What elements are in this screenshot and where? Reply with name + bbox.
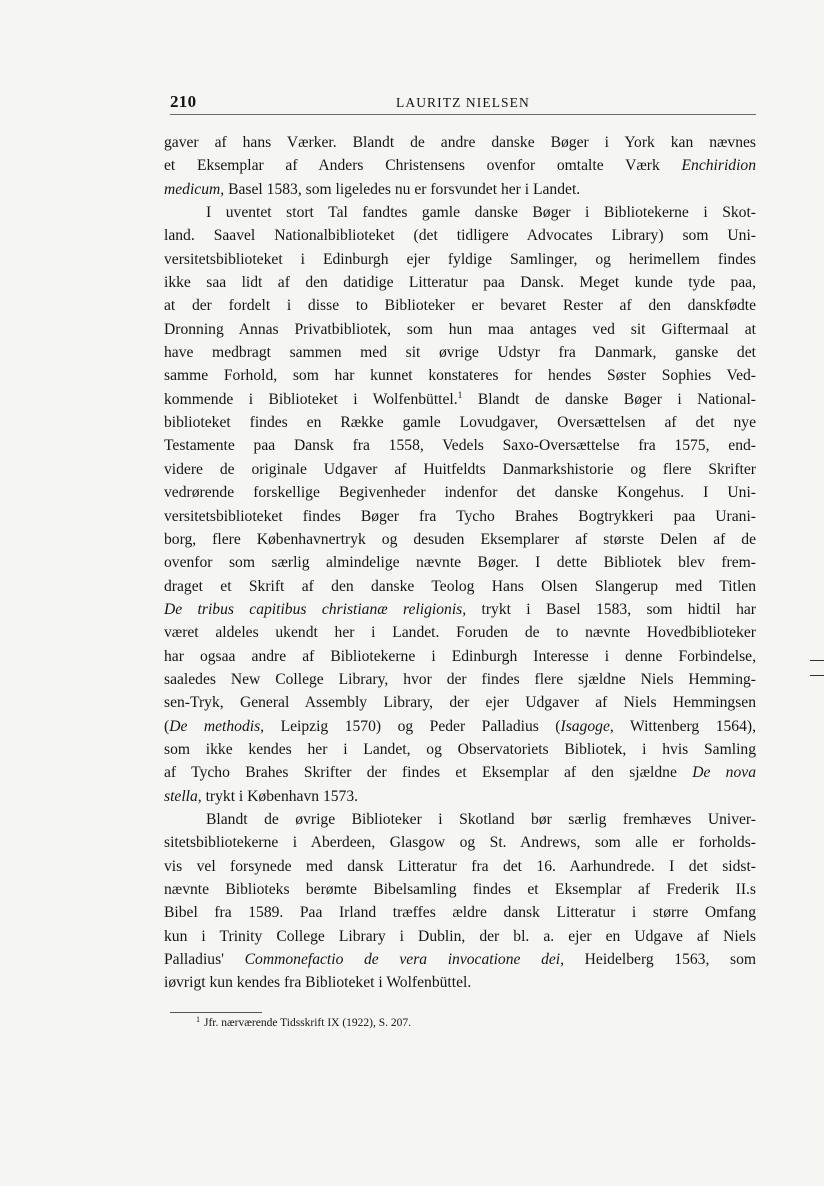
text-run: Dronning Annas Privatbibliotek, som hun maa antages ved sit Giftermaal at [164,320,756,338]
text-run: sitetsbibliotekerne i Aberdeen, Glasgow og St. Andrews, som alle er forholds- [164,834,756,852]
page-number: 210 [170,92,197,111]
footnote-mark: 1 [196,1015,200,1024]
text-line [164,411,756,434]
text-run: Palladius' [164,951,245,969]
text-line [164,131,756,154]
text-run: har ogsaa andre af Bibliotekerne i Edinburgh Interesse i denne Forbindelse, [164,647,756,665]
text-line [164,364,756,387]
text-line [164,808,756,831]
text-line [164,551,756,574]
text-run: nævnte Biblioteks berømte Bibelsamling findes et Eksemplar af Frederik II.s [164,881,756,898]
text-line [164,738,756,761]
text-run: Testamente paa Dansk fra 1558, Vedels Saxo-Oversættelse fra 1575, end- [164,437,756,455]
page-header [170,92,756,118]
italic-title: De nova [692,764,756,782]
text-line [164,575,756,598]
text-run: gaver af hans Værker. Blandt de andre danske Bøger i York kan nævnes [164,134,756,151]
text-run: trykt i Basel 1583, som hidtil har [466,600,756,618]
italic-title: stella, [164,787,202,805]
italic-title: De methodis, [169,717,265,735]
text-run: draget et Skrift af den danske Teolog Hans Olsen Slangerup med Titlen [164,577,756,595]
text-run: iøvrigt kun kendes fra Biblioteket i Wolfenbüttel. [164,974,472,992]
footnote [196,1014,411,1033]
body-text [164,131,756,995]
text-line [164,248,756,271]
text-line [164,785,756,808]
text-line [164,201,756,224]
text-line [164,271,756,294]
text-line [164,645,756,668]
footnote-reference: 1 [457,390,463,401]
text-run: Leipzig 1570) og Peder Palladius ( [264,717,561,735]
text-run: kommende i Biblioteket i Wolfenbüttel. [164,390,458,408]
text-line [164,715,756,738]
text-line [164,481,756,504]
text-run: land. Saavel Nationalbiblioteket (det tidligere Advocates Library) som Uni- [164,227,756,245]
text-run: Heidelberg 1563, som [564,951,756,969]
text-run: vedrørende forskellige Begivenheder indenfor det danske Kongehus. I Uni- [164,484,756,502]
text-line [164,528,756,551]
text-line [164,761,756,784]
text-line [164,855,756,878]
text-line [164,925,756,948]
running-title: LAURITZ NIELSEN [396,95,530,110]
text-run: ikke saa lidt af den datidige Litteratur paa Dansk. Meget kunde tyde paa, [164,274,756,292]
text-run: have medbragt sammen med sit øvrige Udstyr fra Danmark, ganske det [164,344,756,362]
text-run: at der fordelt i disse to Biblioteker er bevaret Rester af den danskfødte [164,297,756,315]
text-line [164,294,756,317]
text-run: Wittenberg 1564), [613,717,756,735]
text-line [164,878,756,901]
text-run: som ikke kendes her i Landet, og Observatoriets Bibliotek, i hvis Samling [164,740,756,758]
text-line [164,948,756,971]
text-line [164,901,756,924]
text-run: Blandt de danske Bøger i National- [462,390,757,408]
text-line [164,318,756,341]
text-run: kun i Trinity College Library i Dublin, der bl. a. ejer en Udgave af Niels [164,927,756,945]
footnote-rule [170,1012,262,1013]
text-run: været aldeles ukendt her i Landet. Foruden de to nævnte Hovedbiblioteker [164,624,756,642]
text-run: saaledes New College Library, hvor der findes flere sjældne Niels Hemming- [164,670,756,688]
text-run: I uventet stort Tal fandtes gamle danske Bøger i Bibliotekerne i Skot- [206,204,756,222]
text-run: Blandt de øvrige Biblioteker i Skotland bør særlig fremhæves Univer- [206,810,756,828]
text-line [164,154,756,177]
text-line [164,178,756,201]
scan-edge-mark [810,660,824,676]
text-line [164,224,756,247]
text-run: Bibel fra 1589. Paa Irland træffes ældre dansk Litteratur i større Omfang [164,904,756,922]
footnote-text: Jfr. nærværende Tidsskrift IX (1922), S. 207. [204,1017,412,1029]
text-line [164,388,756,411]
text-line [164,505,756,528]
text-run: borg, flere Københavnertryk og desuden Eksemplarer af største Delen af de [164,530,756,548]
text-line [164,341,756,364]
text-run: et Eksemplar af Anders Christensens ovenfor omtalte Værk [164,157,682,175]
text-run: videre de originale Udgaver af Huitfeldts Danmarkshistorie og flere Skrifter [164,460,756,478]
text-run: samme Forhold, som har kunnet konstateres for hendes Søster Sophies Ved- [164,367,756,385]
text-run: ( [164,717,170,735]
italic-title: De tribus capitibus christianæ religionis, [164,600,467,618]
italic-title: Isagoge, [560,717,614,735]
text-run: versitetsbiblioteket findes Bøger fra Tycho Brahes Bogtrykkeri paa Urani- [164,507,756,525]
text-line [164,831,756,854]
text-line [164,691,756,714]
text-run: versitetsbiblioteket i Edinburgh ejer fyldige Samlinger, og herimellem findes [164,250,756,268]
text-run: ovenfor som særlig almindelige nævnte Bøger. I dette Bibliotek blev frem- [164,554,756,572]
text-run: vis vel forsynede med dansk Litteratur fra det 16. Aarhundrede. I det sidst- [164,857,756,875]
text-run: Basel 1583, som ligeledes nu er forsvundet her i Landet. [224,180,581,198]
italic-title: Commonefactio de vera invocatione dei, [244,951,565,969]
text-line [164,971,756,994]
text-line [164,621,756,644]
italic-title: medicum, [164,180,225,198]
text-run: trykt i København 1573. [201,787,359,805]
text-line [164,598,756,621]
text-line [164,434,756,457]
text-line [164,668,756,691]
text-run: af Tycho Brahes Skrifter der findes et Eksemplar af den sjældne [164,764,693,782]
text-run: biblioteket findes en Række gamle Lovudgaver, Oversættelsen af det nye [164,414,756,432]
italic-title: Enchiridion [681,157,756,175]
text-run: sen-Tryk, General Assembly Library, der ejer Udgaver af Niels Hemmingsen [164,694,756,712]
header-rule [170,114,756,115]
text-line [164,458,756,481]
